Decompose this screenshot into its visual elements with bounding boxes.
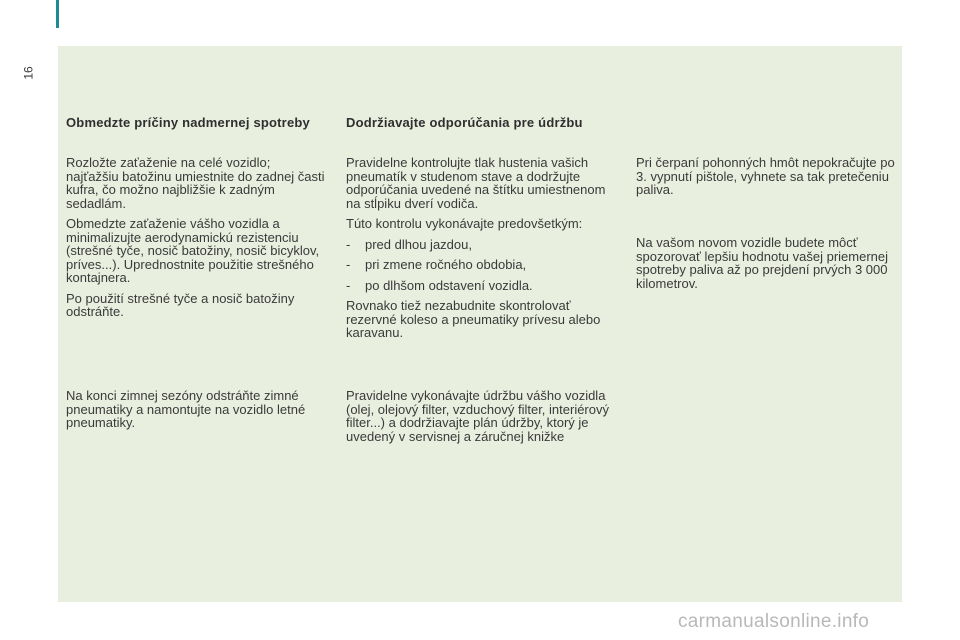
col1-paragraph-2: Obmedzte zaťaženie vášho vozidla a minimalizujte aerodynamickú rezistenciu (strešné tyče, nosič batožiny, nosič bicyklov, príves...). Uprednostnite použitie strešného kontajnera. [66, 216, 320, 285]
col1-paragraph-1: Rozložte zaťaženie na celé vozidlo; najťažšiu batožinu umiestnite do zadnej časti kufra, čo možno najbližšie k zadným sedadlám. [66, 155, 325, 211]
col1-paragraph-3: Po použití strešné tyče a nosič batožiny odstráňte. [66, 290, 295, 319]
list-item [346, 238, 621, 252]
col1-body [66, 156, 326, 326]
heading-maintenance: Dodržiavajte odporúčania pre údržbu [346, 115, 583, 130]
col2-paragraph-1: Pravidelne kontrolujte tlak hustenia vašich pneumatík v studenom stave a dodržujte odporúčania uvedené na štítku umiestnenom na stĺpiku dverí vodiča. [346, 155, 606, 211]
list-dash: - [346, 236, 351, 252]
col3-new-vehicle-paragraph [636, 236, 896, 297]
heading-reduce-consumption: Obmedzte príčiny nadmernej spotreby [66, 115, 310, 130]
col2-paragraph-3: Rovnako tiež nezabudnite skontrolovať rezervné koleso a pneumatiky prívesu alebo karavanu. [346, 298, 601, 340]
col3-refuel-paragraph [636, 156, 896, 204]
list-item [346, 258, 621, 272]
col1-bottom-paragraph [66, 389, 326, 437]
list-item-text: po dlhšom odstavení vozidla. [365, 277, 533, 293]
col3-paragraph-1: Pri čerpaní pohonných hmôt nepokračujte po 3. vypnutí pištole, vyhnete sa tak pretečeniu paliva. [636, 155, 895, 197]
page-number: 16 [21, 66, 36, 80]
watermark: carmanualsonline.info [678, 611, 870, 632]
col2-bottom-paragraph [346, 389, 621, 450]
col2-service-maintenance: Pravidelne vykonávajte údržbu vášho vozidla (olej, olejový filter, vzduchový filter, interiérový filter...) a dodržiavajte plán údržby, ktorý je uvedený v servisnej a záručnej knižke [346, 388, 609, 444]
col1-winter-tyres: Na konci zimnej sezóny odstráňte zimné pneumatiky a namontujte na vozidlo letné pneumatiky. [66, 388, 306, 430]
list-item-text: pri zmene ročného obdobia, [365, 257, 527, 272]
col2-paragraph-2: Túto kontrolu vykonávajte predovšetkým: [346, 216, 583, 231]
list-item-text: pred dlhou jazdou, [365, 236, 472, 252]
col2-body [346, 156, 621, 347]
list-dash: - [346, 277, 351, 293]
accent-bar [56, 0, 59, 28]
col3-paragraph-2: Na vašom novom vozidle budete môcť spozorovať lepšiu hodnotu vašej priemernej spotreby paliva až po prejdení prvých 3 000 kilometrov. [636, 235, 889, 291]
list-item [346, 279, 621, 293]
list-dash: - [346, 257, 351, 272]
